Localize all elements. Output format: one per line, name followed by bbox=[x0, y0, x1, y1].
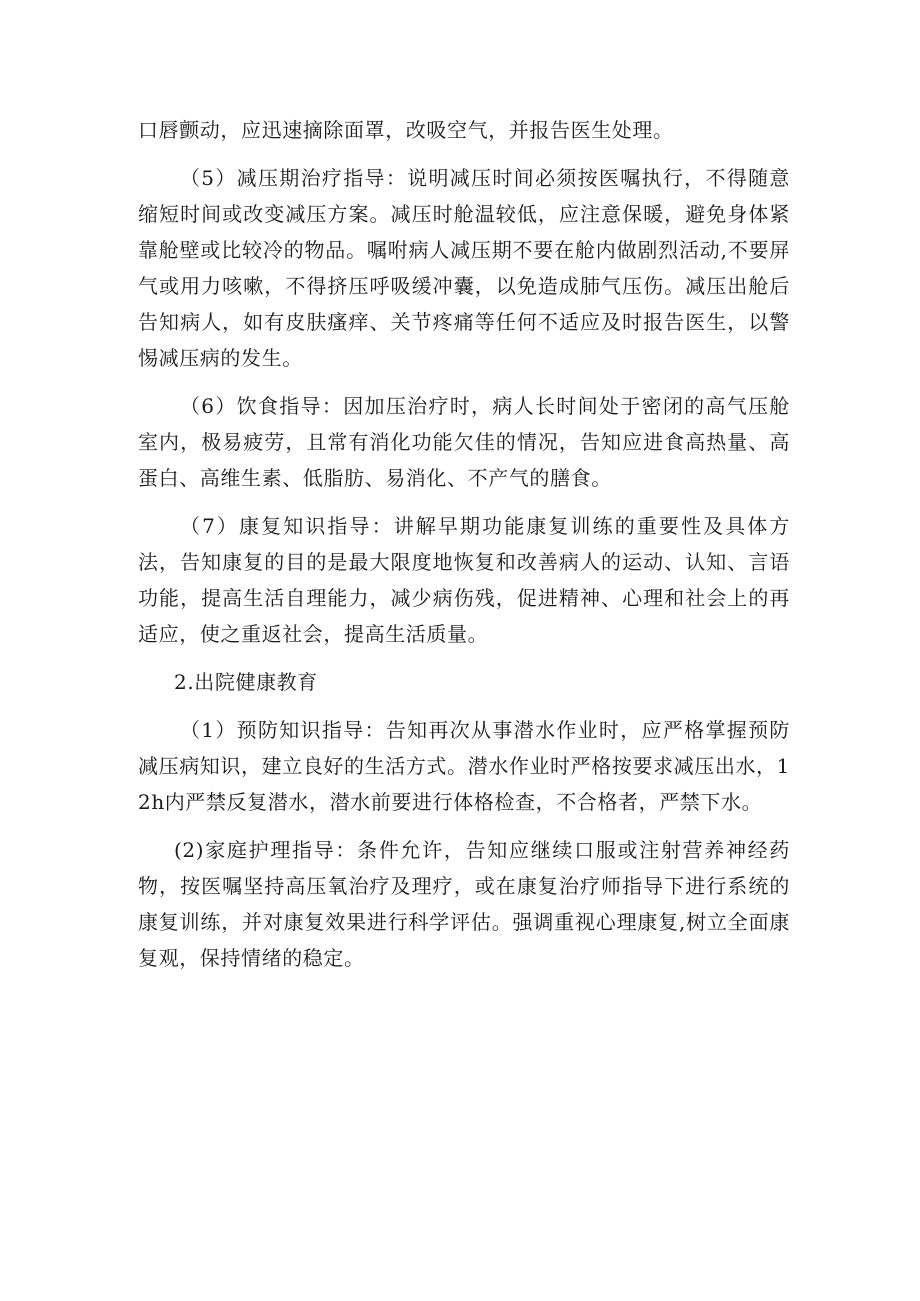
paragraph-home-care-guidance: (2)家庭护理指导：条件允许，告知应继续口服或注射营养神经药物，按医嘱坚持高压氧治疗及理疗，或在康复治疗师指导下进行系统的康复训练，并对康复效果进行科学评估。强调重视心理康复,树立全面康复观，保持情绪的稳定。 bbox=[138, 838, 790, 970]
paragraph-diet-guidance: （6）饮食指导：因加压治疗时，病人长时间处于密闭的高气压舱室内，极易疲劳，且常有消化功能欠佳的情况，告知应进食高热量、高蛋白、高维生素、低脂肪、易消化、不产气的膳食。 bbox=[138, 394, 790, 490]
paragraph-rehab-guidance: （7）康复知识指导：讲解早期功能康复训练的重要性及具体方法，告知康复的目的是最大限度地恢复和改善病人的运动、认知、言语功能，提高生活自理能力，减少病伤残，促进精神、心理和社会上的再适应，使之重返社会，提高生活质量。 bbox=[138, 514, 790, 646]
paragraph-continuation: 口唇颤动，应迅速摘除面罩，改吸空气，并报告医生处理。 bbox=[138, 118, 674, 142]
section-heading-discharge-education: 2.出院健康教育 bbox=[174, 670, 318, 694]
document-body bbox=[138, 112, 790, 988]
paragraph-decompression-guidance: （5）减压期治疗指导：说明减压时间必须按医嘱执行，不得随意缩短时间或改变减压方案。减压时舱温较低，应注意保暖，避免身体紧靠舱壁或比较冷的物品。嘱咐病人减压期不要在舱内做剧烈活动,不要屏气或用力咳嗽，不得挤压呼吸缓冲囊，以免造成肺气压伤。减压出舱后告知病人，如有皮肤瘙痒、关节疼痛等任何不适应及时报告医生，以警惕减压病的发生。 bbox=[138, 166, 790, 370]
paragraph-prevention-guidance: （1）预防知识指导：告知再次从事潜水作业时，应严格掌握预防减压病知识，建立良好的生活方式。潜水作业时严格按要求减压出水，12h内严禁反复潜水，潜水前要进行体格检查，不合格者，严禁下水。 bbox=[138, 718, 790, 814]
